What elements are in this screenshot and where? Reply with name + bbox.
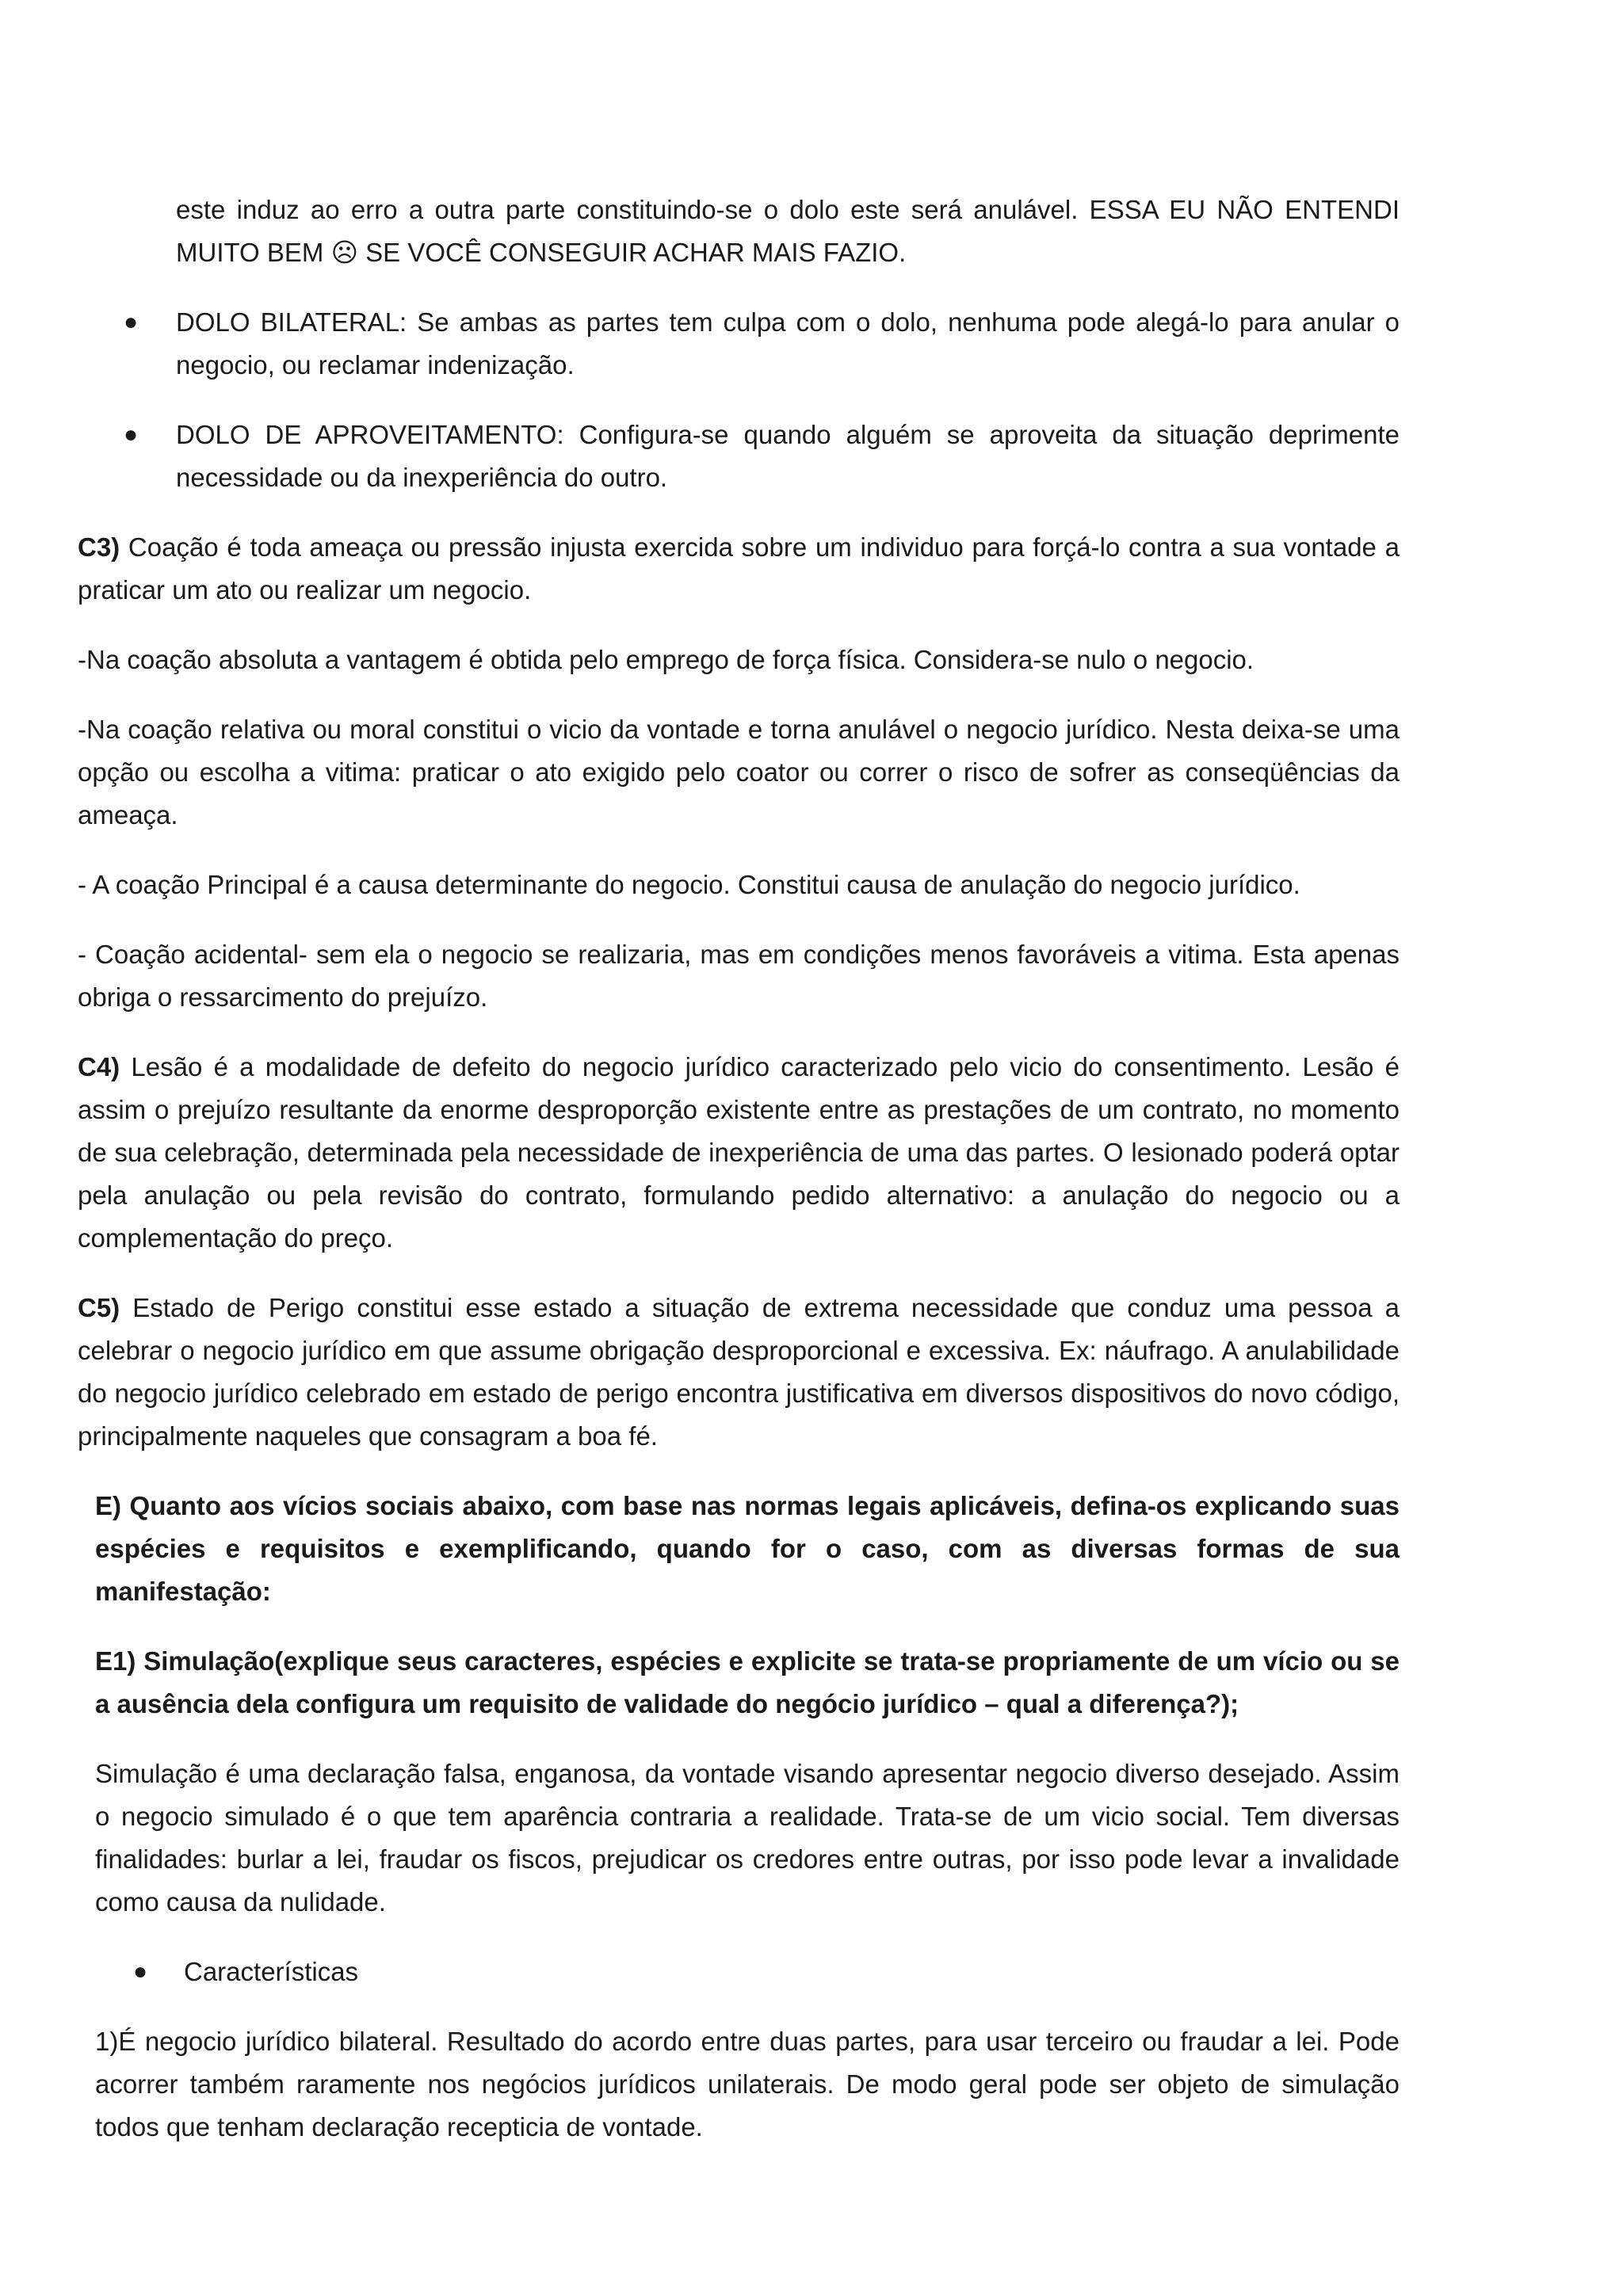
- text-c3: Coação é toda ameaça ou pressão injusta exercida sobre um individuo para forçá-lo contra a sua vontade a praticar um ato ou realizar um negocio.: [78, 532, 1400, 605]
- paragraph-item-1: 1)É negocio jurídico bilateral. Resultado do acordo entre duas partes, para usar terceiro ou fraudar a lei. Pode acorrer também raramente nos negócios jurídicos unilaterais. De modo geral pode ser objeto de simulação todos que tenham declaração recepticia de vontade.: [95, 2027, 1400, 2142]
- text-c5: Estado de Perigo constitui esse estado a situação de extrema necessidade que conduz uma pessoa a celebrar o negocio jurídico em que assume obrigação desproporcional e excessiva. Ex: náufrago. A anulabilidade do negocio jurídico celebrado em estado de perigo encontra justificativa em diversos dispositivos do novo código, principalmente naqueles que consagram a boa fé.: [78, 1293, 1400, 1451]
- paragraph-coacao-relativa: -Na coação relativa ou moral constitui o vicio da vontade e torna anulável o negocio jurídico. Nesta deixa-se uma opção ou escolha a vitima: praticar o ato exigido pelo coator ou correr o risco de sofrer as conseqüências da ameaça.: [78, 715, 1400, 830]
- label-c4: C4): [78, 1052, 120, 1081]
- bullet-text: DOLO DE APROVEITAMENTO: Configura-se quando alguém se aproveita da situação deprimente necessidade ou da inexperiência do outro.: [176, 420, 1400, 492]
- bullet-dolo-bilateral: [124, 301, 1400, 387]
- bullet-icon: ●: [124, 421, 139, 448]
- document-body: [78, 189, 1400, 2176]
- paragraph-dolo-continuation: este induz ao erro a outra parte constituindo-se o dolo este será anulável. ESSA EU NÃO ENTENDI MUITO BEM ☹ SE VOCÊ CONSEGUIR ACHAR MAIS FAZIO.: [176, 195, 1400, 267]
- paragraph-coacao-acidental: - Coação acidental- sem ela o negocio se realizaria, mas em condições menos favoráveis a vitima. Esta apenas obriga o ressarcimento do prejuízo.: [78, 940, 1400, 1012]
- label-c5: C5): [78, 1293, 120, 1322]
- paragraph-c4: [78, 1046, 1400, 1260]
- bullet-caracteristicas: [133, 1951, 1400, 1993]
- heading-e1: E1) Simulação(explique seus caracteres, espécies e explicite se trata-se propriamente de um vício ou se a ausência dela configura um requisito de validade do negócio jurídico – qual a diferença?);: [95, 1646, 1400, 1718]
- paragraph-coacao-principal: - A coação Principal é a causa determinante do negocio. Constitui causa de anulação do negocio jurídico.: [78, 870, 1300, 899]
- paragraph-c3: [78, 526, 1400, 612]
- paragraph-simulacao: Simulação é uma declaração falsa, enganosa, da vontade visando apresentar negocio diverso desejado. Assim o negocio simulado é o que tem aparência contraria a realidade. Trata-se de um vicio social. Tem diversas finalidades: burlar a lei, fraudar os fiscos, prejudicar os credores entre outras, por isso pode levar a invalidade como causa da nulidade.: [95, 1759, 1400, 1917]
- bullet-text: Características: [184, 1957, 359, 1986]
- paragraph-c5: [78, 1287, 1400, 1458]
- bullet-dolo-aproveitamento: [124, 414, 1400, 499]
- text-c4: Lesão é a modalidade de defeito do negocio jurídico caracterizado pelo vicio do consentimento. Lesão é assim o prejuízo resultante da enorme desproporção existente entre as prestações de um contrato, no momento de sua celebração, determinada pela necessidade de inexperiência de uma das partes. O lesionado poderá optar pela anulação ou pela revisão do contrato, formulando pedido alternativo: a anulação do negocio ou a complementação do preço.: [78, 1052, 1400, 1253]
- bullet-text: DOLO BILATERAL: Se ambas as partes tem culpa com o dolo, nenhuma pode alegá-lo para anular o negocio, ou reclamar indenização.: [176, 307, 1400, 379]
- paragraph-coacao-absoluta: -Na coação absoluta a vantagem é obtida pelo emprego de força física. Considera-se nulo o negocio.: [78, 645, 1254, 674]
- bullet-icon: ●: [124, 309, 139, 335]
- label-c3: C3): [78, 532, 120, 562]
- heading-e: E) Quanto aos vícios sociais abaixo, com base nas normas legais aplicáveis, defina-os explicando suas espécies e requisitos e exemplificando, quando for o caso, com as diversas formas de sua manifestação:: [95, 1491, 1400, 1606]
- bullet-icon: ●: [133, 1958, 148, 1985]
